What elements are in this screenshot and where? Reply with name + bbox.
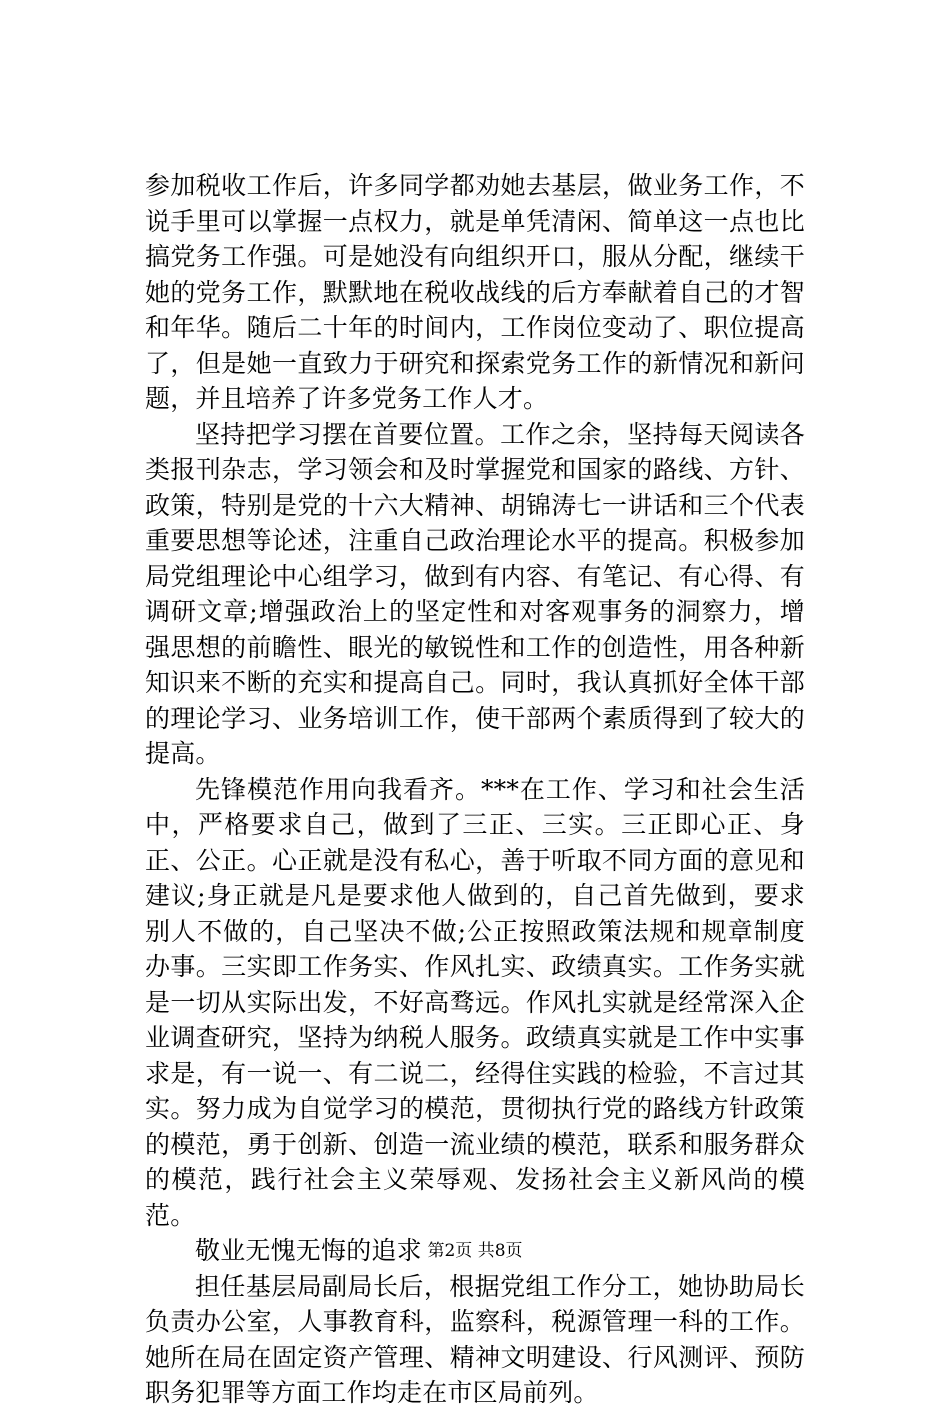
page-number-footer: 第2页 共8页 bbox=[427, 1241, 523, 1261]
paragraph-2: 坚持把学习摆在首要位置。工作之余，坚持每天阅读各类报刊杂志，学习领会和及时掌握党和国家的路线、方针、政策，特别是党的十六大精神、胡锦涛七一讲话和三个代表重要思想等论述，注重自己政治理论水平的提高。积极参加局党组理论中心组学习，做到有内容、有笔记、有心得、有调研文章;增强政治上的坚定性和对客观事务的洞察力，增强思想的前瞻性、眼光的敏锐性和工作的创造性，用各种新知识来不断的充实和提高自己。同时，我认真抓好全体干部的理论学习、业务培训工作，使干部两个素质得到了较大的提高。 bbox=[145, 419, 805, 768]
document-body bbox=[145, 168, 805, 1411]
paragraph-3: 先锋模范作用向我看齐。***在工作、学习和社会生活中，严格要求自己，做到了三正、三实。三正即心正、身正、公正。心正就是没有私心，善于听取不同方面的意见和建议;身正就是凡是要求他人做到的，自己首先做到，要求别人不做的，自己坚决不做;公正按照政策法规和规章制度办事。三实即工作务实、作风扎实、政绩真实。工作务实就是一切从实际出发，不好高骛远。作风扎实就是经常深入企业调查研究，坚持为纳税人服务。政绩真实就是工作中实事求是，有一说一、有二说二，经得住实践的检验，不言过其实。努力成为自觉学习的模范，贯彻执行党的路线方针政策的模范，勇于创新、创造一流业绩的模范，联系和服务群众的模范，践行社会主义荣辱观、发扬社会主义新风尚的模范。 bbox=[145, 774, 805, 1230]
paragraph-1: 参加税收工作后，许多同学都劝她去基层，做业务工作，不说手里可以掌握一点权力，就是单凭清闲、简单这一点也比搞党务工作强。可是她没有向组织开口，服从分配，继续干她的党务工作，默默地在税收战线的后方奉献着自己的才智和年华。随后二十年的时间内，工作岗位变动了、职位提高了，但是她一直致力于研究和探索党务工作的新情况和新问题，并且培养了许多党务工作人才。 bbox=[145, 171, 805, 413]
section-heading: 敬业无愧无悔的追求 bbox=[195, 1236, 422, 1265]
paragraph-5: 担任基层局副局长后，根据党组工作分工，她协助局长负责办公室，人事教育科，监察科，税源管理一科的工作。她所在局在固定资产管理、精神文明建设、行风测评、预防职务犯罪等方面工作均走在市区局前列。 bbox=[145, 1271, 805, 1407]
